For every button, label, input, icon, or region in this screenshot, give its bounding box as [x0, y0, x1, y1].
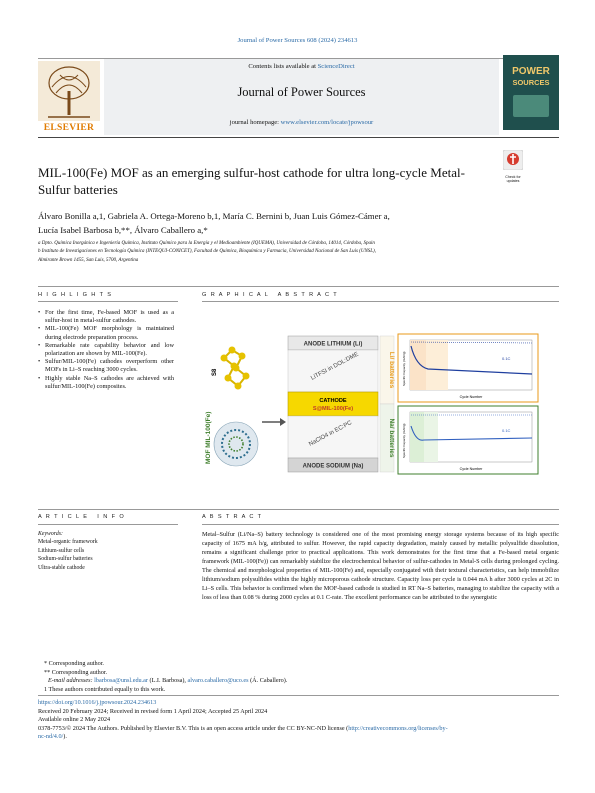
license-suffix: ). — [63, 733, 67, 741]
license-text — [38, 725, 559, 742]
journal-header — [38, 58, 559, 138]
plot1-rate: 0.1C — [502, 356, 511, 361]
keywords-title: Keywords: — [38, 531, 63, 537]
rule-article-info — [38, 524, 178, 525]
keyword: Metal-organic framework — [38, 539, 98, 546]
footnote-corr-2: ** Corresponding author. — [44, 668, 108, 676]
na-batteries-label: Na/ batteries — [388, 418, 395, 458]
rule-mid — [38, 509, 559, 510]
keyword: Lithium-sulfur cells — [38, 547, 85, 554]
email-name-2: (Á. Caballero). — [248, 677, 288, 685]
abstract-text: Metal–Sulfur (Li/Na–S) battery technology is considered one of the most promising energy storage systems because of its high specific capacity of 1675 mA h/g, attributed to sulfur. However, the rapid capacity degradation, mainly caused by metallic polysulfide dissolution, remains a significant challenge prior to practical applications. This work demonstrates for the first time that a Fe-based metal organic framework (MIL-100(Fe)) can remarkably stabilize the electrochemical behavior of sulfur-cathodes in Metal-S cells during prolonged cycling. The chemical and morphological properties of MIL-100(Fe) and, especially conjugated with their textural characteristics, can help immobilize lithium/sodium polysulfides within the highly microporous cathode structure. Capacity loss per cycle is 0.044 mA h after 3000 cycles at 2C in Li–S cells. This behavior is confirmed when the MOF-based cathode is studied in RT Na–S batteries, managing to stabilize the capacity with a loss of less than 0.08 % during 2000 cycles at 0.1 C-rate. The excellent performance can be attributed to the synergistic — [202, 531, 559, 601]
highlight-item: • MIL-100(Fe) MOF morphology is maintained during electrode preparation process. — [45, 325, 174, 341]
rule-bottom — [38, 695, 559, 696]
highlights-heading: H I G H L I G H T S — [38, 292, 113, 298]
highlights-list — [38, 309, 174, 391]
affiliation-b-2: Almirante Brown 1455, San Luis, 5700, Argentina — [38, 257, 139, 263]
email-link-1[interactable]: lbarbosa@unsl.edu.ar — [94, 677, 148, 685]
publisher-name: ELSEVIER — [43, 123, 95, 133]
footnote-emails — [38, 677, 558, 686]
crossmark-label: Check for updates — [505, 175, 521, 183]
footnote-corr-1: * Corresponding author. — [44, 660, 104, 667]
cover-title-1: POWER — [512, 66, 550, 77]
elsevier-logo — [38, 61, 100, 133]
footnotes — [38, 660, 558, 694]
sulfur-ring-icon — [221, 347, 250, 390]
keyword: Sodium-sulfur batteries — [38, 556, 93, 563]
li-cycling-plot — [398, 334, 538, 402]
homepage-line — [104, 119, 499, 126]
journal-banner — [104, 59, 499, 135]
journal-citation[interactable]: Journal of Power Sources 608 (2024) 234613 — [237, 37, 358, 44]
cathode-label-2: S@MIL-100(Fe) — [312, 406, 354, 412]
journal-title: Journal of Power Sources — [237, 85, 366, 99]
abstract-heading: A B S T R A C T — [202, 514, 263, 520]
anode-na-label: ANODE SODIUM (Na) — [302, 463, 364, 470]
author-list — [38, 209, 558, 237]
rule-highlights — [38, 301, 178, 302]
license-link-1[interactable]: http://creativecommons.org/licenses/by- — [348, 724, 448, 732]
license-link-2[interactable]: nc-nd/4.0/ — [38, 733, 64, 741]
rule-top — [38, 286, 559, 287]
mof-label: MOF MIL-100(Fe) — [205, 411, 212, 464]
plot1-xlabel: Cycle Number — [459, 395, 483, 399]
cover-image — [513, 95, 549, 117]
plot1-ylabel: Specific Capacity (mAh/g) — [402, 351, 406, 386]
arrow-head-icon — [280, 418, 286, 426]
keywords-block — [38, 530, 178, 572]
highlight-item: • Sulfur/MIL-100(Fe) cathodes overperform other MOFs in Li–S reaching 3000 cycles. — [45, 358, 174, 374]
email-name-1: (L.I. Barbosa), — [147, 677, 188, 685]
article-title: MIL-100(Fe) MOF as an emerging sulfur-host cathode for ultra long-cycle Metal-Sulfur batteries — [38, 165, 465, 197]
graphical-abstract — [202, 314, 559, 502]
plot2-ylabel: Specific Capacity (mAh/g) — [402, 423, 406, 458]
crossmark-badge[interactable] — [503, 150, 523, 183]
highlight-item: • Remarkable rate capability behavior and low polarization are shown by MIL-100(Fe). — [45, 342, 174, 358]
article-info-heading: A R T I C L E I N F O — [38, 514, 126, 520]
na-cycling-plot — [398, 406, 538, 474]
battery-cell-diagram — [288, 336, 378, 472]
contents-line — [104, 63, 499, 70]
highlight-item: • For the first time, Fe-based MOF is used as a sulfur-host in metal-sulfur cathodes. — [45, 309, 174, 325]
mof-structure-icon — [214, 422, 258, 466]
publication-info — [38, 699, 559, 742]
doi-link[interactable]: https://doi.org/10.1016/j.jpowsour.2024.234613 — [38, 699, 157, 706]
sciencedirect-link[interactable]: ScienceDirect — [317, 63, 355, 70]
contents-prefix: Contents lists available at — [248, 63, 318, 70]
journal-cover[interactable] — [503, 55, 559, 130]
homepage-prefix: journal homepage: — [229, 119, 281, 126]
affiliation-b-1: b Instituto de Investigaciones en Tecnología Química (INTEQUI-CONICET), Facultad de Química, Bioquímica y Farmacia, Universidad Nacional de San Luis (UNSL), — [38, 249, 376, 255]
cover-title-2: SOURCES — [512, 78, 550, 87]
highlight-item: • Highly stable Na–S cathodes are achieved with sulfur/MIL-100(Fe) composites. — [45, 375, 174, 391]
elsevier-tree-icon — [38, 61, 100, 121]
received-dates: Received 20 February 2024; Received in revised form 1 April 2024; Accepted 25 April 2024 — [38, 707, 268, 715]
crossmark-icon — [503, 150, 523, 170]
sulfur-label: S8 — [212, 368, 218, 376]
authors-line-1: Álvaro Bonilla a,1, Gabriela A. Ortega-Moreno b,1, María C. Bernini b, Juan Luis Gómez-Cámer a, — [38, 211, 390, 221]
footnote-equal: 1 These authors contributed equally to this work. — [44, 685, 166, 693]
plot2-xlabel: Cycle Number — [459, 467, 483, 471]
email-prefix: E-mail addresses: — [48, 677, 95, 685]
available-online: Available online 2 May 2024 — [38, 716, 111, 724]
li-batteries-label: Li/ batteries — [388, 351, 395, 389]
electrolyte-na-label: NaClO4 in EC:PC — [308, 420, 354, 448]
homepage-link[interactable]: www.elsevier.com/locate/jpowsour — [280, 119, 374, 126]
rule-ga — [202, 301, 559, 302]
plot2-rate: 0.1C — [502, 428, 511, 433]
affiliations — [38, 240, 563, 265]
email-link-2[interactable]: alvaro.caballero@uco.es — [187, 677, 249, 685]
graphical-abstract-heading: G R A P H I C A L A B S T R A C T — [202, 292, 339, 298]
keyword: Ultra-stable cathode — [38, 564, 85, 571]
electrolyte-li-label: LiTFSI in DOL:DME — [310, 351, 360, 382]
rule-abstract — [202, 524, 559, 525]
affiliation-a: a Dpto. Química Inorgánica e Ingeniería Química, Instituto Químico para la Energía y el Medioambiente (IQUEMA), Universidad de Córdoba, 14014, Córdoba, Spain — [38, 241, 375, 246]
license-prefix: 0378-7753/© 2024 The Authors. Published by Elsevier B.V. This is an open access article under the CC BY-NC-ND license ( — [38, 724, 349, 732]
authors-line-2: Lucía Isabel Barbosa b,**, Álvaro Caballero a,* — [38, 225, 208, 235]
cathode-label-1: CATHODE — [319, 398, 347, 404]
anode-li-label: ANODE LITHIUM (Li) — [303, 341, 363, 348]
